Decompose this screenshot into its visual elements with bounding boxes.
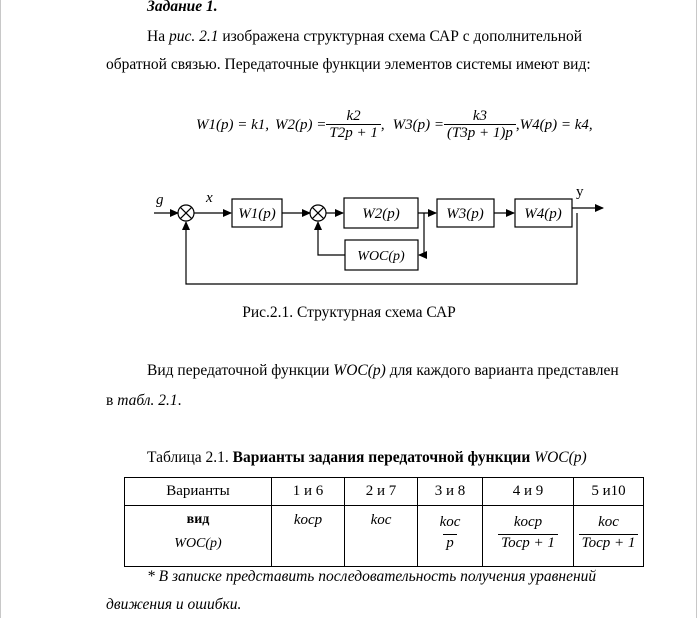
- cell-c5-den: Tocp + 1: [579, 534, 639, 552]
- block-woc-label: WOC(p): [357, 249, 405, 264]
- row-label-top: вид: [186, 512, 210, 527]
- para1-figure-ref: рис. 2.1: [168, 28, 219, 45]
- cell-c5-fraction: [579, 514, 639, 552]
- table-caption-title: Варианты задания передаточной функции: [232, 449, 535, 466]
- formula-w1: W1(p) = k1,: [196, 116, 270, 133]
- formula-w2-lhs: W2(p) =: [275, 116, 327, 133]
- block-w2-label: W2(p): [362, 206, 400, 222]
- header-cell: Варианты: [125, 478, 272, 506]
- header-cell: 4 и 9: [483, 478, 574, 506]
- footnote-line2: движения и ошибки.: [106, 596, 242, 613]
- label-output-y: y: [576, 184, 584, 200]
- table-caption-prefix: Таблица 2.1.: [147, 449, 233, 466]
- paragraph-1: [147, 28, 641, 46]
- formula-w2-den: T2p + 1: [326, 124, 380, 142]
- para2-line2-start: в: [106, 392, 118, 409]
- table-header-row: [125, 478, 644, 506]
- paragraph-1-line2: обратной связью. Передаточные функции элементов системы имеют вид:: [106, 56, 591, 73]
- cell-c3-fraction: [437, 514, 464, 552]
- cell-c2-value: koc: [370, 512, 392, 528]
- para2-end: для каждого варианта представлен: [385, 362, 619, 379]
- cell-c4-fraction: [498, 514, 558, 552]
- cell-variant-4: [483, 506, 574, 567]
- header-cell: 2 и 7: [345, 478, 418, 506]
- para2-start: Вид передаточной функции: [147, 362, 334, 379]
- woc-feedback-input: [419, 213, 424, 255]
- para1-mid: изображена структурная схема САР с дополнительной: [218, 28, 583, 45]
- woc-feedback-output: [318, 222, 345, 255]
- header-cell: 1 и 6: [272, 478, 345, 506]
- transfer-functions-formula: W1(p) = k1, W2(p) = $\frac{k2}{T2p + 1}$ , W3(p) = $\frac{k3}{(T3p + 1)p}$ , W4(p) = k4,: [196, 108, 593, 141]
- figure-caption: Рис.2.1. Структурная схема САР: [242, 304, 456, 321]
- task-heading: Задание 1.: [147, 0, 218, 15]
- block-w1-label: W1(p): [238, 206, 276, 222]
- cell-variant-1: [272, 506, 345, 567]
- para2-func: WOC(p): [333, 362, 386, 379]
- formula-w2-fraction: [326, 108, 380, 142]
- cell-variant-5: [574, 506, 644, 567]
- variants-table: [124, 477, 644, 567]
- cell-c1-value: kocp: [293, 512, 323, 528]
- label-error-x: x: [206, 190, 213, 206]
- cell-c4-den: Tocp + 1: [498, 534, 558, 552]
- para2-table-ref: табл. 2.1: [117, 392, 178, 409]
- footnote-line1: * В записке представить последовательность получения уравнений: [147, 568, 597, 585]
- cell-c3-num: koc: [439, 514, 461, 530]
- block-diagram: [140, 180, 620, 295]
- block-w4-label: W4(p): [524, 206, 562, 222]
- cell-c5-num: koc: [598, 514, 619, 530]
- row-label-cell: [125, 506, 272, 567]
- cell-c3-den: p: [443, 534, 457, 552]
- formula-w4: W4(p) = k4,: [519, 116, 593, 133]
- paragraph-2-line2: [106, 392, 182, 410]
- para2-line2-end: .: [177, 392, 182, 409]
- formula-w3-lhs: W3(p) =: [392, 116, 444, 133]
- para1-start: На: [147, 28, 169, 45]
- formula-w3-den: (T3p + 1)p: [444, 124, 516, 142]
- label-input-g: g: [156, 192, 164, 208]
- table-caption-func: WOC(p): [534, 449, 587, 466]
- formula-w2-num: k2: [346, 108, 361, 124]
- paragraph-2: [147, 362, 641, 380]
- formula-w3-fraction: [444, 108, 516, 142]
- header-cell: 5 и10: [574, 478, 644, 506]
- table-row: [125, 506, 644, 567]
- row-label-func: WOC(p): [174, 536, 222, 551]
- cell-c4-num: kocp: [513, 514, 543, 530]
- cell-variant-2: [345, 506, 418, 567]
- header-cell: 3 и 8: [418, 478, 483, 506]
- cell-variant-3: [418, 506, 483, 567]
- formula-w3-num: k3: [472, 108, 488, 124]
- block-w3-label: W3(p): [446, 206, 484, 222]
- table-caption: [147, 449, 587, 467]
